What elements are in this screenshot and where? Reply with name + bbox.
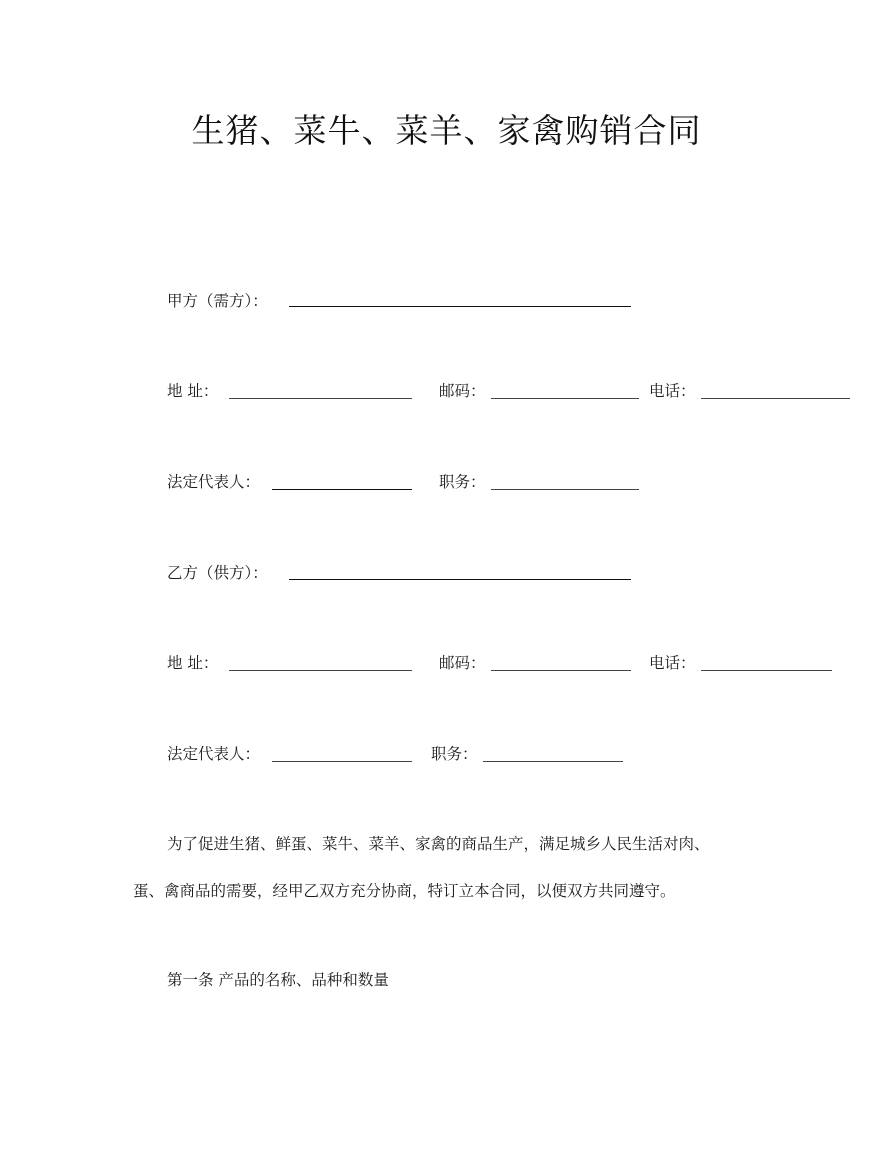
- party-a-phone-label: 电话：: [649, 382, 696, 400]
- party-b-phone-blank[interactable]: [701, 670, 832, 671]
- party-b-position-blank[interactable]: [483, 761, 623, 762]
- party-a-phone-blank[interactable]: [701, 398, 850, 399]
- document-title: 生猪、菜牛、菜羊、家禽购销合同: [191, 111, 702, 150]
- party-a-position-label: 职务：: [439, 473, 486, 491]
- party-a-rep-blank[interactable]: [272, 489, 412, 490]
- preamble-line-2: 蛋、禽商品的需要，经甲乙双方充分协商，特订立本合同，以便双方共同遵守。: [133, 882, 676, 900]
- party-a-address-blank[interactable]: [229, 398, 412, 399]
- party-b-label: 乙方（供方）：: [167, 564, 268, 582]
- party-b-address-blank[interactable]: [229, 670, 412, 671]
- party-b-postcode-blank[interactable]: [491, 670, 631, 671]
- party-a-name-blank[interactable]: [289, 306, 631, 307]
- party-b-rep-blank[interactable]: [272, 761, 412, 762]
- article-1-heading: 第一条 产品的名称、品种和数量: [167, 971, 389, 989]
- party-b-postcode-label: 邮码：: [439, 654, 486, 672]
- party-b-rep-label: 法定代表人：: [167, 745, 261, 763]
- party-b-phone-label: 电话：: [649, 654, 696, 672]
- party-a-postcode-label: 邮码：: [439, 382, 486, 400]
- party-a-label: 甲方（需方）：: [167, 292, 268, 310]
- party-b-address-label: 地 址：: [167, 654, 219, 672]
- party-a-postcode-blank[interactable]: [491, 398, 639, 399]
- party-a-position-blank[interactable]: [491, 489, 639, 490]
- party-b-position-label: 职务：: [431, 745, 478, 763]
- party-a-address-label: 地 址：: [167, 382, 219, 400]
- party-b-name-blank[interactable]: [289, 579, 631, 580]
- preamble-line-1: 为了促进生猪、鲜蛋、菜牛、菜羊、家禽的商品生产，满足城乡人民生活对肉、: [167, 835, 710, 853]
- party-a-rep-label: 法定代表人：: [167, 473, 261, 491]
